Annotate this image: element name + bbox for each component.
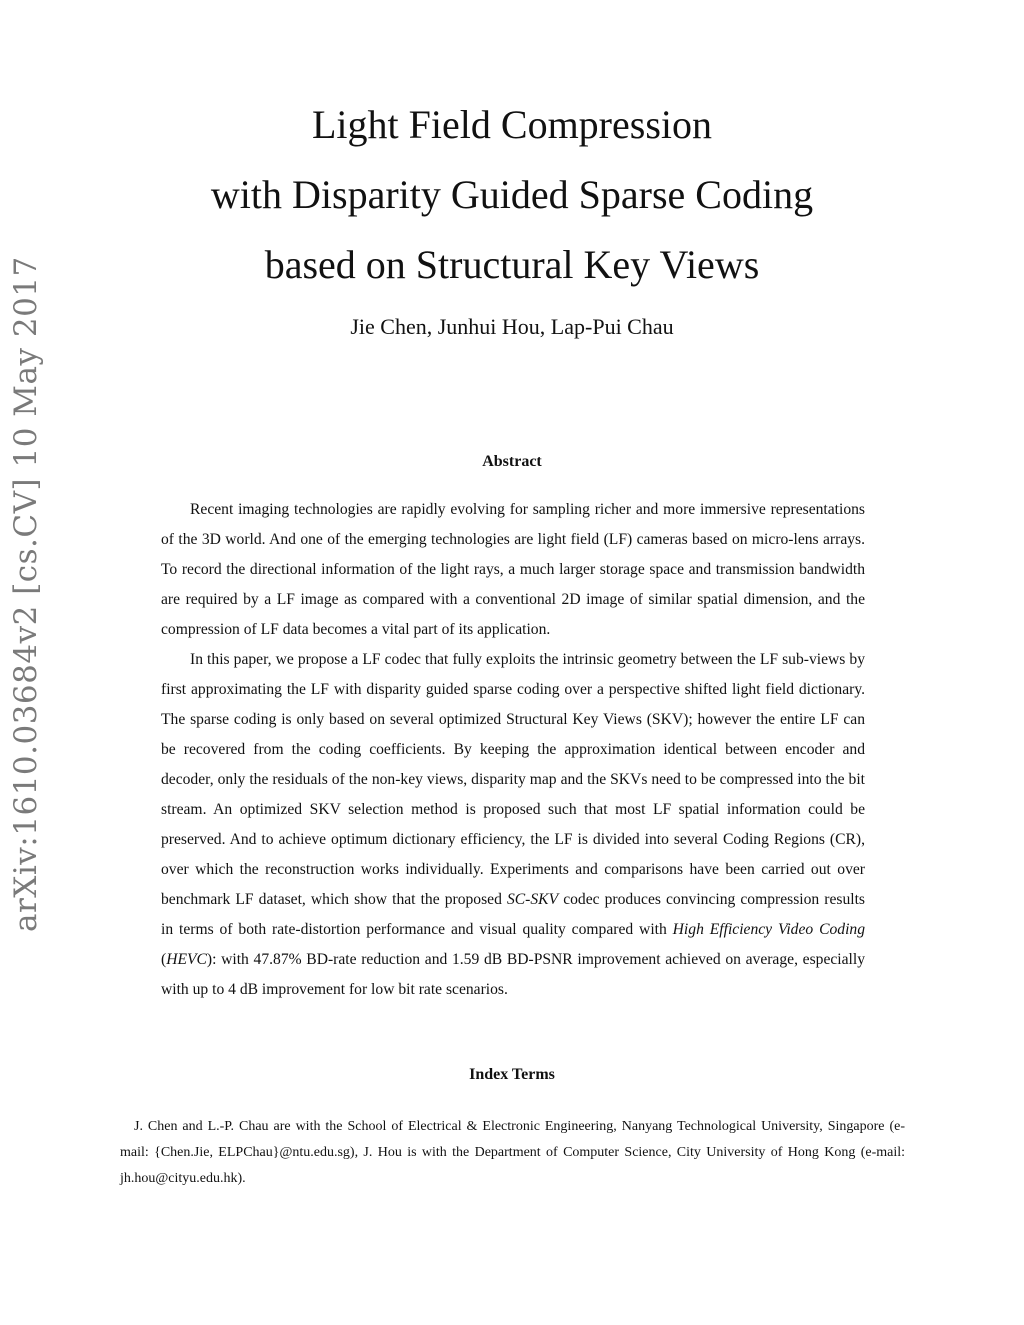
title-line-1: Light Field Compression (312, 102, 712, 147)
abstract-text: codec produces convincing compression results in terms of both rate-distortion performance and visual quality compared with (161, 891, 866, 938)
abstract-text: ): with 47.87% BD-rate reduction and 1.59 dB BD-PSNR improvement achieved on average, especially with up to 4 dB improvement for low bit rate scenarios. (161, 951, 865, 998)
codec-name: SC-SKV (506, 891, 559, 908)
abstract-text: ( (161, 951, 167, 968)
footnote-text: J. Chen and L.-P. Chau are with the School of Electrical & Electronic Engineering, Nanyang Technological University, Singapore (e-mail: {Chen.Jie, ELPChau}@ntu.edu.sg), J. Hou is with the Department of Computer Science, City University of Hong Kong (e-mail: jh.hou@cityu.edu.hk). (120, 1119, 905, 1186)
abstract-heading: Abstract (482, 453, 542, 470)
abstract-paragraph-2 (161, 645, 865, 1005)
title-line-2: with Disparity Guided Sparse Coding (210, 172, 814, 217)
index-terms-heading: Index Terms (469, 1066, 555, 1083)
abstract-text: In this paper, we propose a LF codec that fully exploits the intrinsic geometry between the LF sub-views by first approximating the LF with disparity guided sparse coding over a perspective shifted light field dictionary. The sparse coding is only based on several optimized Structural Key Views (SKV); however the entire LF can be recovered from the coding coefficients. By keeping the approximation identical between encoder and decoder, only the residuals of the non-key views, disparity map and the SKVs need to be compressed into the bit stream. An optimized SKV selection method is proposed such that most LF spatial information could be preserved. And to achieve optimum dictionary efficiency, the LF is divided into several Coding Regions (CR), over which the reconstruction works individually. Experiments and comparisons have been carried out over benchmark LF dataset, which show that the proposed (161, 651, 865, 908)
abstract-paragraph-1: Recent imaging technologies are rapidly evolving for sampling richer and more immersive representations of the 3D world. And one of the emerging technologies are light field (LF) cameras based on micro-lens arrays. To record the directional information of the light rays, a much larger storage space and transmission bandwidth are required by a LF image as compared with a conventional 2D image of similar spatial dimension, and the compression of LF data becomes a vital part of its application. (161, 501, 865, 638)
abstract-body (161, 495, 865, 1005)
paper-title (120, 90, 904, 300)
title-line-3: based on Structural Key Views (264, 242, 760, 287)
hevc-full-name: High Efficiency Video Coding (672, 921, 866, 938)
affiliation-footnote (120, 1114, 905, 1192)
hevc-abbreviation: HEVC (166, 951, 207, 968)
arxiv-identifier: arXiv:1610.03684v2 [cs.CV] 10 May 2017 (8, 256, 44, 932)
author-list: Jie Chen, Junhui Hou, Lap-Pui Chau (350, 314, 674, 339)
